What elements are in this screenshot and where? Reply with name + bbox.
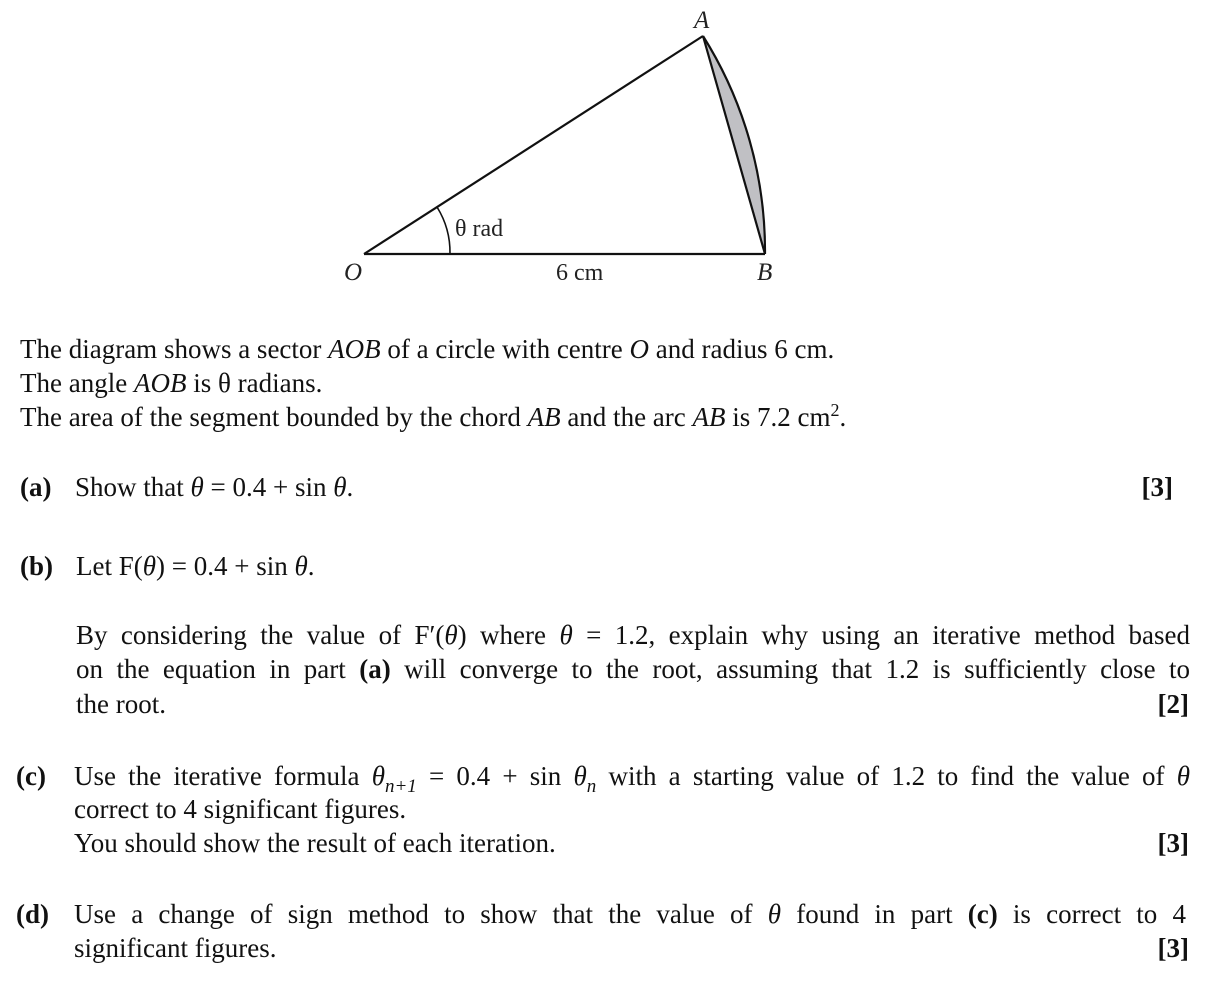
part-b-line2: on the equation in part (a) will converge to the root, assuming that 1.2 is sufficiently close to	[76, 654, 1191, 684]
part-b-line1: By considering the value of F′(θ) where θ = 1.2, explain why using an iterative method based	[76, 620, 1190, 650]
sector-diagram	[0, 0, 1211, 300]
chord-ab	[703, 36, 765, 254]
part-d-line1: Use a change of sign method to show that the value of θ found in part (c) is correct to 4	[74, 899, 1186, 929]
part-c-label: (c)	[16, 761, 46, 791]
label-a: A	[694, 7, 710, 34]
angle-label: θ rad	[455, 216, 504, 242]
label-o: O	[344, 259, 363, 286]
part-b-label: (b)	[20, 551, 53, 581]
intro-line-3: The area of the segment bounded by the chord AB and the arc AB is 7.2 $cm^2$.	[20, 400, 847, 432]
part-c-line1: Use the iterative formula $\theta_{n+1} = 0.4 + \sin \theta_n$ with a starting value of 1.2 to find the value of θ	[74, 761, 1190, 797]
part-d-label: (d)	[16, 899, 49, 929]
part-d-marks: [3]	[1157, 933, 1189, 963]
radius-oa	[364, 36, 703, 254]
part-d-line2: significant figures.	[74, 933, 277, 963]
part-b-text1: Let F(θ) = 0.4 + sin θ.	[76, 551, 315, 581]
part-c-marks: [3]	[1157, 828, 1189, 858]
label-b: B	[757, 259, 773, 286]
part-c-line2: correct to 4 significant figures.	[74, 794, 407, 824]
part-b-marks: [2]	[1157, 689, 1189, 719]
part-c-line3: You should show the result of each iteration.	[74, 828, 556, 858]
part-b-line3: the root.	[76, 689, 166, 719]
intro-line-1: The diagram shows a sector AOB of a circle with centre O and radius 6 cm.	[20, 334, 835, 364]
angle-arc	[437, 207, 450, 254]
radius-label: 6 cm	[556, 260, 604, 286]
intro-line-2: The angle AOB is θ radians.	[20, 368, 323, 398]
part-a-label: (a)	[20, 472, 52, 502]
part-a-text: Show that θ = 0.4 + sin θ.	[75, 472, 354, 502]
part-a-marks: [3]	[1141, 472, 1173, 502]
